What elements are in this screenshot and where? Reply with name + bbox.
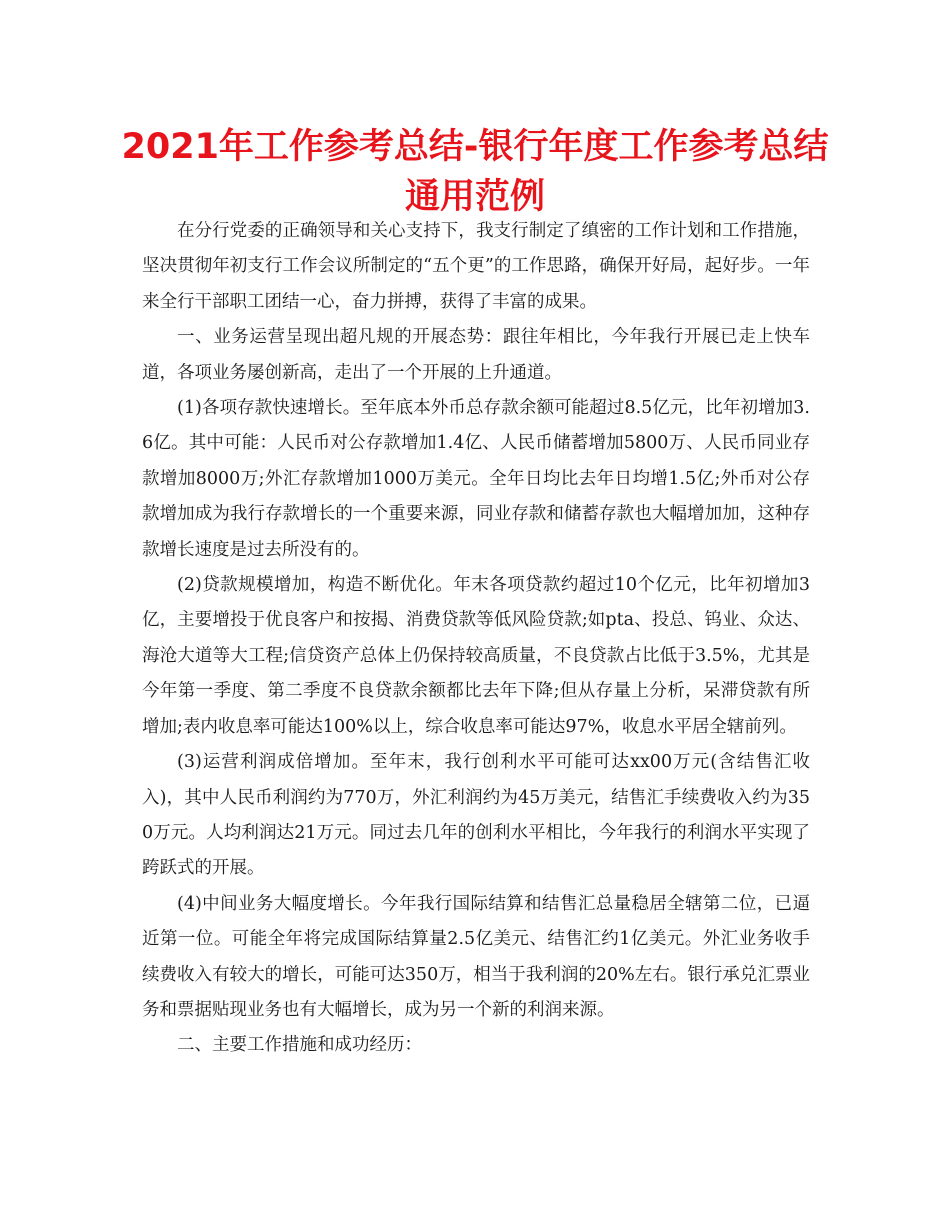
paragraph-deposits: (1)各项存款快速增长。至年底本外币总存款余额可能超过8.5亿元，比年初增加3.6亿。其中可能：人民币对公存款增加1.4亿、人民币储蓄增加5800万、人民币同业存款增加8000万;外汇存款增加1000万美元。全年日均比去年日均增1.5亿;外币对公存款增加成为我行存款增长的一个重要来源，同业存款和储蓄存款也大幅增加加，这种存款增长速度是过去所没有的。 bbox=[142, 398, 810, 560]
paragraph-intro: 在分行党委的正确领导和关心支持下，我支行制定了缜密的工作计划和工作措施，坚决贯彻年初支行工作会议所制定的“五个更”的工作思路，确保开好局，起好步。一年来全行干部职工团结一心，奋力拼搏，获得了丰富的成果。 bbox=[142, 221, 810, 312]
paragraph-profit: (3)运营利润成倍增加。至年末，我行创利水平可能可达xx00万元(含结售汇收入)，其中人民币利润约为770万，外汇利润约为45万美元，结售汇手续费收入约为350万元。人均利润达21万元。同过去几年的创利水平相比，今年我行的利润水平实现了跨跃式的开展。 bbox=[142, 752, 810, 879]
document-body bbox=[142, 214, 810, 1064]
paragraph-section-two: 二、主要工作措施和成功经历： bbox=[177, 1035, 422, 1056]
paragraph-section-one: 一、业务运营呈现出超凡规的开展态势：跟往年相比，今年我行开展已走上快车道，各项业务屡创新高，走出了一个开展的上升通道。 bbox=[142, 327, 810, 383]
document-title: 2021年工作参考总结-银行年度工作参考总结通用范例 bbox=[121, 127, 829, 217]
paragraph-loans: (2)贷款规模增加，构造不断优化。年末各项贷款约超过10个亿元，比年初增加3亿，主要增投于优良客户和按揭、消费贷款等低风险贷款;如pta、投总、钨业、众达、海沧大道等大工程;信贷资产总体上仍保持较高质量，不良贷款占比低于3.5%，尤其是今年第一季度、第二季度不良贷款余额都比去年下降;但从存量上分析，呆滞贷款有所增加;表内收息率可能达100%以上，综合收息率可能达97%，收息水平居全辖前列。 bbox=[142, 575, 810, 737]
paragraph-intermediate-business: (4)中间业务大幅度增长。今年我行国际结算和结售汇总量稳居全辖第二位，已逼近第一位。可能全年将完成国际结算量2.5亿美元、结售汇约1亿美元。外汇业务收手续费收入有较大的增长，可能可达350万，相当于我利润的20%左右。银行承兑汇票业务和票据贴现业务也有大幅增长，成为另一个新的利润来源。 bbox=[142, 893, 810, 1020]
